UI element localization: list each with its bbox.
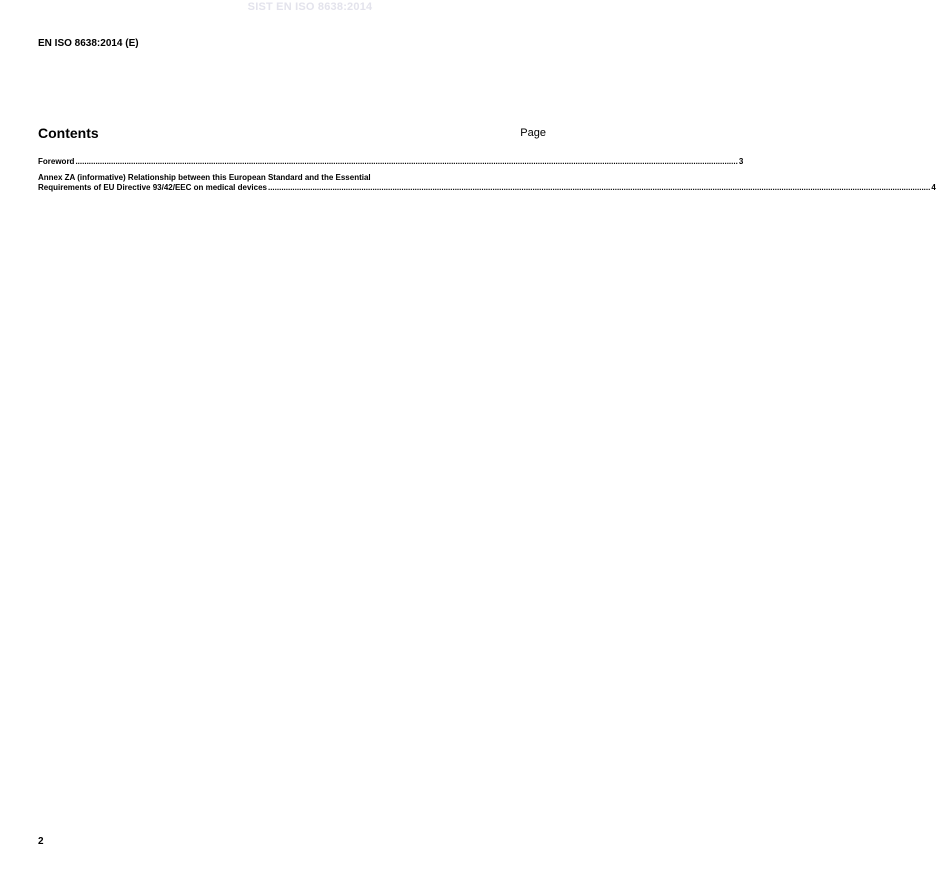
table-of-contents — [38, 157, 936, 199]
toc-entry-page[interactable]: 3 — [738, 157, 744, 166]
toc-entry-annex-za[interactable] — [38, 173, 936, 193]
dot-leader: .......................................................................................................................................................................................................................................................................................................... — [75, 157, 738, 166]
toc-entry-title[interactable]: Foreword — [38, 157, 75, 166]
page-column-label: Page — [520, 127, 546, 139]
toc-line — [38, 157, 744, 167]
toc-entry-foreword[interactable] — [38, 157, 744, 167]
contents-header — [38, 124, 546, 142]
toc-entry-page[interactable]: 4 — [931, 183, 936, 192]
dot-leader: .......................................................................................................................................................................................................................................................................................................... — [267, 183, 931, 192]
page-number: 2 — [38, 836, 44, 847]
toc-entry-title-continuation[interactable]: Requirements of EU Directive 93/42/EEC on medical devices — [38, 183, 267, 192]
document-identifier: EN ISO 8638:2014 (E) — [38, 38, 139, 49]
toc-line — [38, 183, 936, 193]
contents-title: Contents — [38, 125, 99, 141]
toc-entry-title[interactable]: Annex ZA (informative) Relationship between this European Standard and the Essential — [38, 173, 371, 182]
watermark: SIST EN ISO 8638:2014 — [247, 1, 373, 13]
